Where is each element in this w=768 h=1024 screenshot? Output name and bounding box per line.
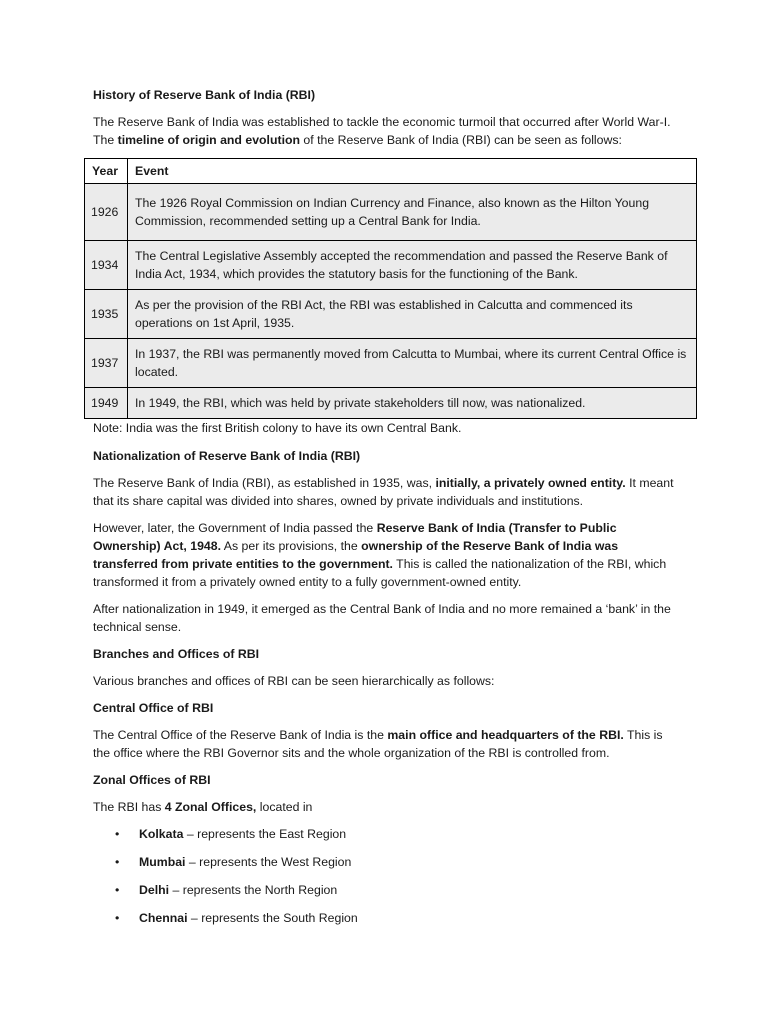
zone-city: Delhi [139, 883, 170, 897]
zonal-offices-intro [93, 798, 683, 816]
event-cell: In 1937, the RBI was permanently moved from Calcutta to Mumbai, where its current Central Office is located. [128, 339, 697, 388]
year-cell: 1949 [85, 388, 128, 419]
para-text: As per its provisions, the [221, 539, 362, 553]
event-cell: As per the provision of the RBI Act, the RBI was established in Calcutta and commenced its operations on 1st April, 1935. [128, 290, 697, 339]
bullet-icon: • [115, 911, 120, 925]
history-intro-bold: timeline of origin and evolution [117, 133, 301, 147]
zone-desc: – represents the North Region [169, 883, 338, 897]
nationalization-para-2 [93, 519, 683, 591]
event-cell: In 1949, the RBI, which was held by private stakeholders till now, was nationalized. [128, 388, 697, 419]
zone-desc: – represents the South Region [187, 911, 358, 925]
list-item [93, 881, 683, 899]
table-row [85, 339, 697, 388]
branches-heading: Branches and Offices of RBI [93, 647, 260, 661]
nationalization-para-1 [93, 474, 683, 510]
document-body [91, 86, 687, 937]
list-item [93, 853, 683, 871]
table-row [85, 388, 697, 419]
timeline-note: Note: India was the first British colony to have its own Central Bank. [93, 421, 462, 435]
para-bold: 4 Zonal Offices, [164, 800, 257, 814]
para-text: It meant that its share capital was divided into shares, owned by private individuals and institutions. [93, 476, 674, 508]
nationalization-heading: Nationalization of Reserve Bank of India (RBI) [93, 449, 361, 463]
para-text: located in [256, 800, 313, 814]
year-cell: 1937 [85, 339, 128, 388]
central-office-heading: Central Office of RBI [93, 701, 214, 715]
list-item [93, 825, 683, 843]
table-row [85, 241, 697, 290]
table-row [85, 184, 697, 241]
para-text: The Reserve Bank of India (RBI), as established in 1935, was, [93, 476, 436, 490]
history-heading: History of Reserve Bank of India (RBI) [93, 88, 316, 102]
para-bold: ownership of the Reserve Bank of India was transferred from private entities to the government. [93, 539, 619, 571]
para-text: This is called the nationalization of the RBI, which transformed it from a privately owned entity to a fully government-owned entity. [93, 557, 667, 589]
para-text: The RBI has [93, 800, 165, 814]
history-intro [93, 113, 683, 149]
zone-city: Chennai [139, 911, 188, 925]
para-bold: initially, a privately owned entity. [435, 476, 626, 490]
para-bold: Reserve Bank of India (Transfer to Public Ownership) Act, 1948. [93, 521, 617, 553]
bullet-icon: • [115, 827, 120, 841]
central-office-para [93, 726, 683, 762]
para-text: This is the office where the RBI Governor sits and the whole organization of the RBI is controlled from. [93, 728, 663, 760]
zonal-offices-list [93, 825, 683, 927]
para-text: The Central Office of the Reserve Bank of India is the [93, 728, 388, 742]
history-intro-text-end: of the Reserve Bank of India (RBI) can be seen as follows: [300, 133, 622, 147]
zone-desc: – represents the East Region [183, 827, 347, 841]
para-bold: main office and headquarters of the RBI. [387, 728, 624, 742]
year-column-header: Year [85, 159, 128, 184]
zone-city: Kolkata [139, 827, 184, 841]
event-cell: The Central Legislative Assembly accepted the recommendation and passed the Reserve Bank of India Act, 1934, which provides the statutory basis for the functioning of the Bank. [128, 241, 697, 290]
year-cell: 1935 [85, 290, 128, 339]
list-item [93, 909, 683, 927]
bullet-icon: • [115, 883, 120, 897]
para-text: However, later, the Government of India passed the [93, 521, 377, 535]
event-column-header: Event [128, 159, 697, 184]
bullet-icon: • [115, 855, 120, 869]
zone-desc: – represents the West Region [185, 855, 352, 869]
timeline-header-row [85, 159, 697, 184]
year-cell: 1934 [85, 241, 128, 290]
nationalization-para-3: After nationalization in 1949, it emerged as the Central Bank of India and no more remained a ‘bank’ in the technical sense. [93, 602, 671, 634]
table-row [85, 290, 697, 339]
branches-intro: Various branches and offices of RBI can be seen hierarchically as follows: [93, 674, 495, 688]
zone-city: Mumbai [139, 855, 186, 869]
timeline-table [84, 158, 697, 419]
history-intro-text: The Reserve Bank of India was established to tackle the economic turmoil that occurred after World War-I. The [93, 115, 671, 147]
year-cell: 1926 [85, 184, 128, 241]
event-cell: The 1926 Royal Commission on Indian Currency and Finance, also known as the Hilton Young Commission, recommended setting up a Central Bank for India. [128, 184, 697, 241]
zonal-offices-heading: Zonal Offices of RBI [93, 773, 211, 787]
